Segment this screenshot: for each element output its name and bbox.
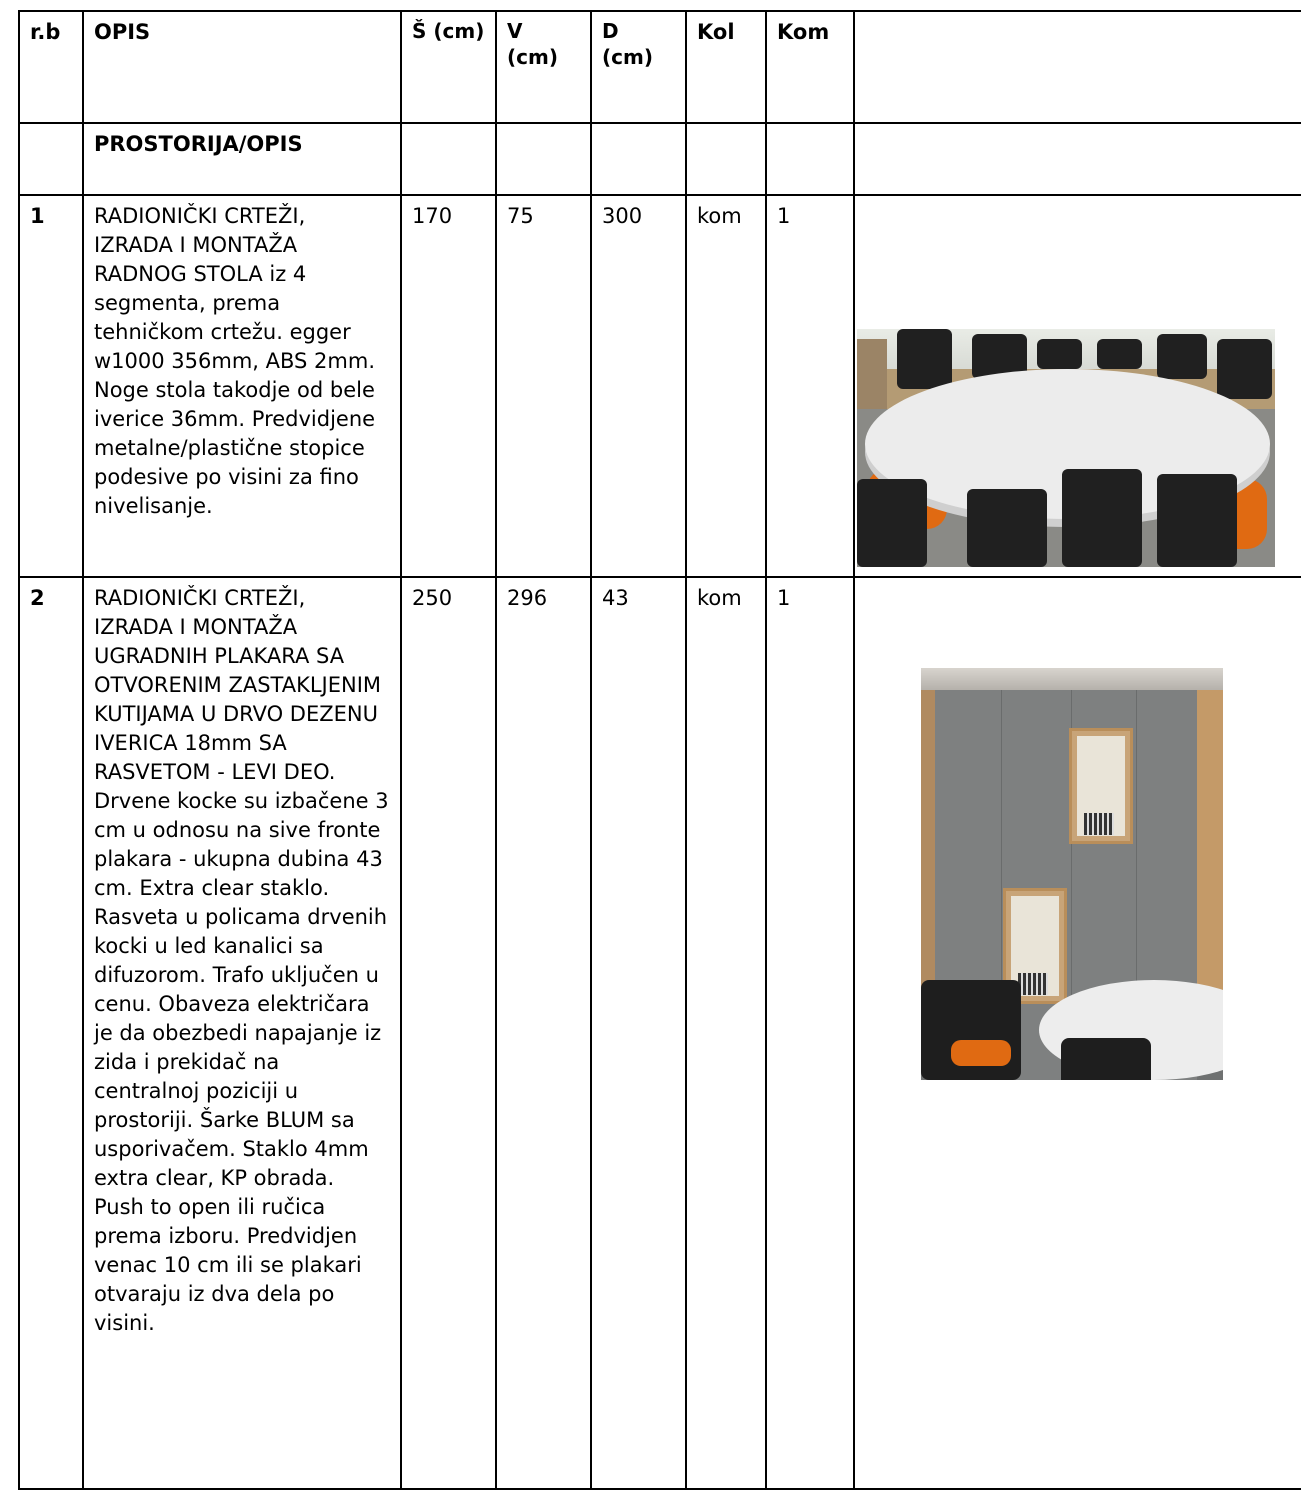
section-empty-cell [854, 123, 1301, 195]
section-label: PROSTORIJA/OPIS [83, 123, 401, 195]
section-empty-cell [591, 123, 686, 195]
header-opis: OPIS [83, 11, 401, 123]
round-table-render-image [857, 329, 1275, 567]
row-kol: kom [686, 195, 766, 577]
row-description: RADIONIČKI CRTEŽI, IZRADA I MONTAŽA RADNOG STOLA iz 4 segmenta, prema tehničkom crtežu. egger w1000 356mm, ABS 2mm. Noge stola takodje od bele iverice 36mm. Predvidjene metalne/plastične stopice podesive po visini za fino nivelisanje. [83, 195, 401, 577]
section-empty-cell [401, 123, 496, 195]
header-kom: Kom [766, 11, 854, 123]
section-empty-cell [686, 123, 766, 195]
row-description: RADIONIČKI CRTEŽI, IZRADA I MONTAŽA UGRADNIH PLAKARA SA OTVORENIM ZASTAKLJENIM KUTIJAMA U DRVO DEZENU IVERICA 18mm SA RASVETOM - LEVI DEO. Drvene kocke su izbačene 3 cm u odnosu na sive fronte plakara - ukupna dubina 43 cm. Extra clear staklo. Rasveta u policama drvenih kocki u led kanalici sa difuzorom. Trafo uključen u cenu. Obaveza električara je da obezbedi napajanje iz zida i prekidač na centralnoj poziciji u prostoriji. Šarke BLUM sa usporivačem. Staklo 4mm extra clear, KP obrada. Push to open ili ručica prema izboru. Predvidjen venac 10 cm ili se plakari otvaraju iz dva dela po visini. [83, 577, 401, 1489]
section-empty-cell [496, 123, 591, 195]
section-rb-empty [19, 123, 83, 195]
section-empty-cell [766, 123, 854, 195]
row-sirina: 250 [401, 577, 496, 1489]
row-dubina: 43 [591, 577, 686, 1489]
row-visina: 296 [496, 577, 591, 1489]
header-sirina: Š (cm) [401, 11, 496, 123]
row-kom: 1 [766, 577, 854, 1489]
wardrobe-render-image [921, 668, 1223, 1080]
row-kol: kom [686, 577, 766, 1489]
row-sirina: 170 [401, 195, 496, 577]
row-kom: 1 [766, 195, 854, 577]
specification-table [18, 10, 1301, 1490]
header-dubina: D (cm) [591, 11, 686, 123]
row-dubina: 300 [591, 195, 686, 577]
table-row [19, 195, 1301, 577]
header-rb: r.b [19, 11, 83, 123]
header-visina: V (cm) [496, 11, 591, 123]
header-kol: Kol [686, 11, 766, 123]
row-visina: 75 [496, 195, 591, 577]
row-number: 1 [19, 195, 83, 577]
section-row [19, 123, 1301, 195]
row-number: 2 [19, 577, 83, 1489]
header-image-column [854, 11, 1301, 123]
header-row [19, 11, 1301, 123]
table-row [19, 577, 1301, 1489]
row-image-cell [854, 577, 1301, 1489]
row-image-cell [854, 195, 1301, 577]
